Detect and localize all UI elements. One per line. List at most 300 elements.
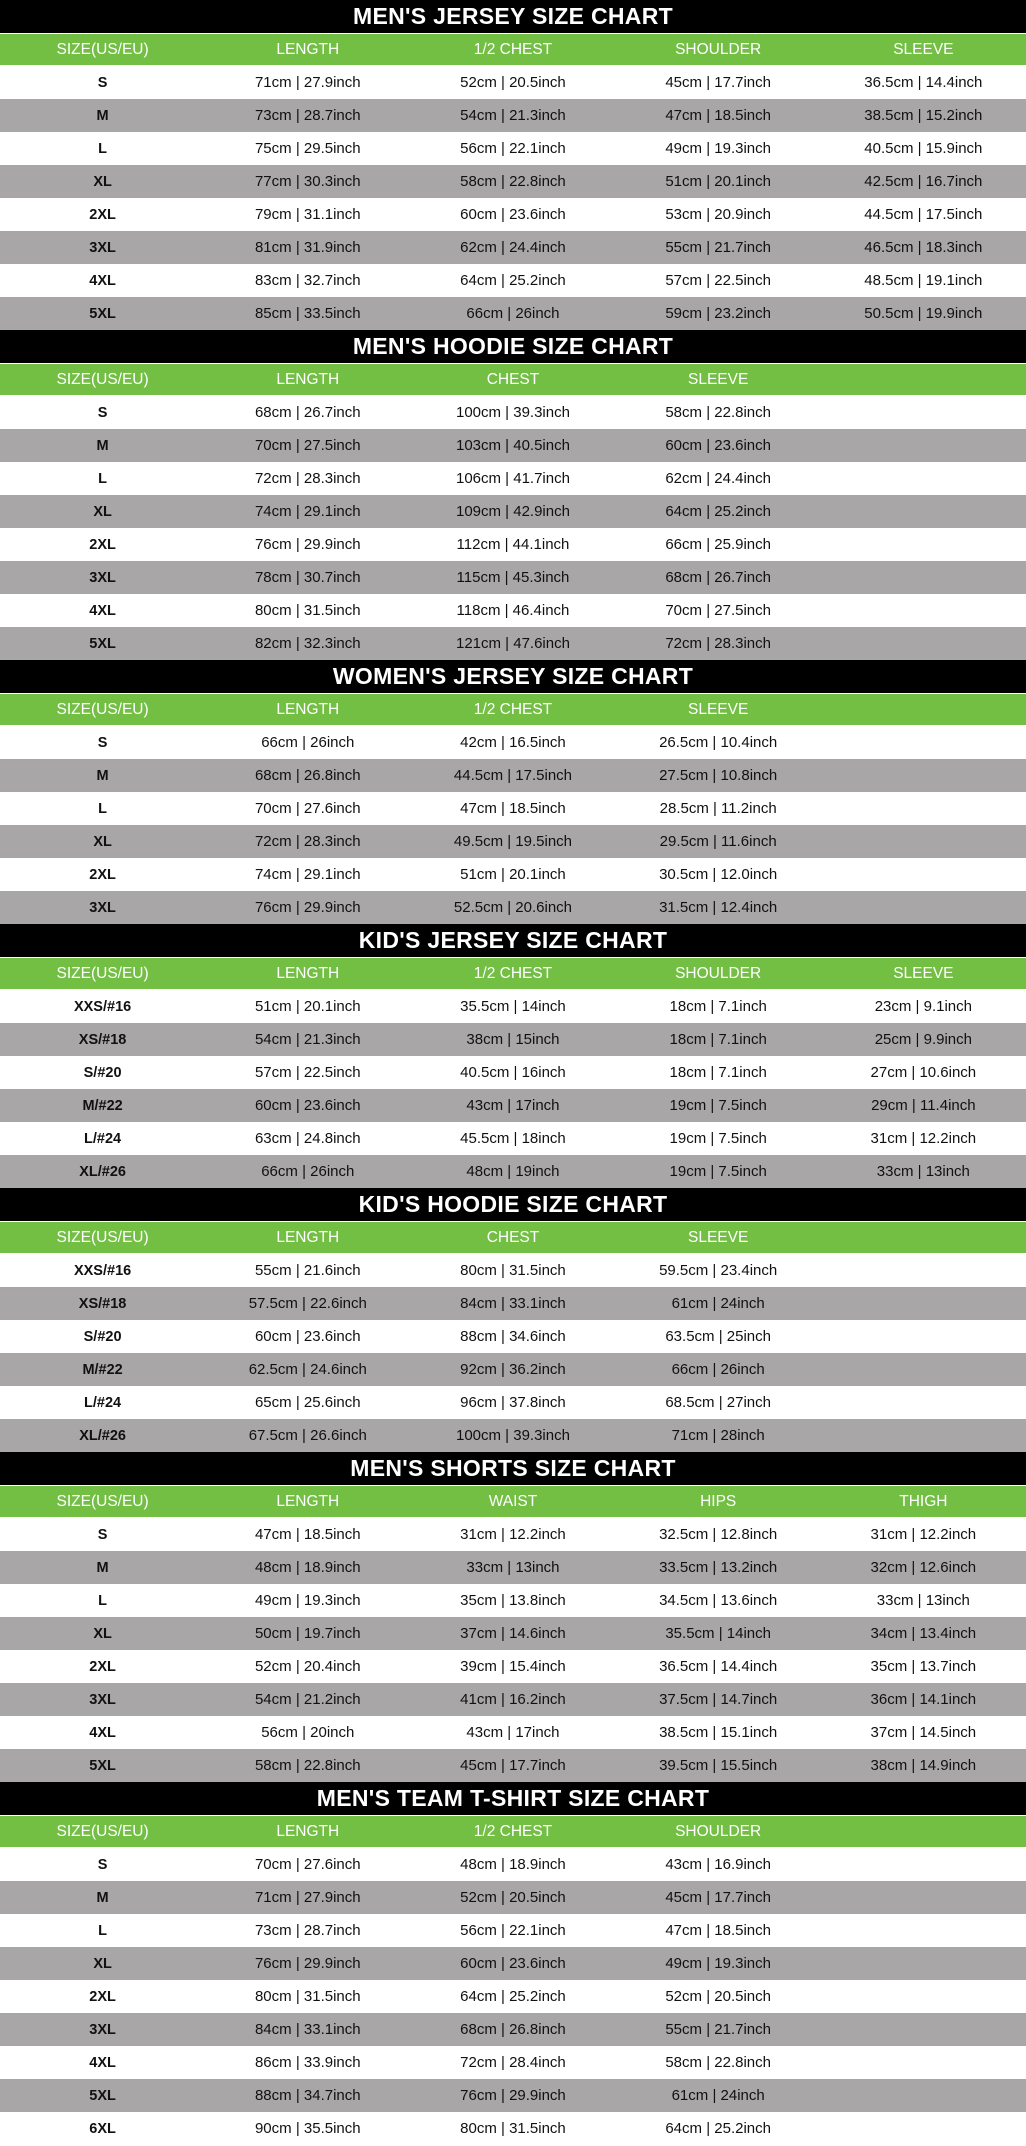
- column-header: LENGTH: [276, 370, 340, 388]
- size-cell: 3XL: [89, 239, 116, 256]
- table-row: [0, 1881, 1026, 1914]
- measurement-cell: 63.5cm | 25inch: [665, 1328, 771, 1345]
- size-cell: XL: [93, 503, 112, 520]
- column-header: SLEEVE: [893, 964, 954, 982]
- measurement-cell: 92cm | 36.2inch: [460, 1361, 566, 1378]
- measurement-cell: 78cm | 30.7inch: [254, 569, 361, 586]
- column-header: SLEEVE: [688, 700, 749, 718]
- measurement-cell: 68cm | 26.7inch: [665, 569, 771, 586]
- measurement-cell: 31cm | 12.2inch: [460, 1526, 566, 1543]
- table-body: [0, 1254, 1026, 1452]
- column-header: LENGTH: [276, 40, 340, 58]
- column-header: 1/2 CHEST: [473, 700, 553, 718]
- measurement-cell: 73cm | 28.7inch: [254, 1922, 361, 1939]
- measurement-cell: 58cm | 22.8inch: [665, 2054, 771, 2071]
- size-cell: L: [98, 1922, 108, 1939]
- measurement-cell: 54cm | 21.3inch: [254, 1031, 361, 1048]
- measurement-cell: 40.5cm | 16inch: [460, 1064, 566, 1081]
- table-body: [0, 396, 1026, 660]
- size-cell: L/#24: [84, 1130, 122, 1147]
- size-chart: [0, 1782, 1026, 2145]
- measurement-cell: 72cm | 28.3inch: [665, 635, 771, 652]
- measurement-cell: 84cm | 33.1inch: [460, 1295, 566, 1312]
- size-cell: 5XL: [89, 1757, 116, 1774]
- measurement-cell: 80cm | 31.5inch: [254, 602, 361, 619]
- size-cell: 3XL: [89, 2021, 116, 2038]
- measurement-cell: 43cm | 16.9inch: [665, 1856, 771, 1873]
- measurement-cell: 38cm | 14.9inch: [870, 1757, 977, 1774]
- measurement-cell: 109cm | 42.9inch: [455, 503, 570, 520]
- measurement-cell: 31cm | 12.2inch: [870, 1526, 977, 1543]
- measurement-cell: 44.5cm | 17.5inch: [453, 767, 573, 784]
- column-header: CHEST: [486, 370, 540, 388]
- measurement-cell: 46.5cm | 18.3inch: [864, 239, 983, 256]
- measurement-cell: 32cm | 12.6inch: [870, 1559, 977, 1576]
- table-row: [0, 1386, 1026, 1419]
- measurement-cell: 82cm | 32.3inch: [254, 635, 361, 652]
- measurement-cell: 57cm | 22.5inch: [665, 272, 771, 289]
- table-row: [0, 594, 1026, 627]
- measurement-cell: 88cm | 34.7inch: [254, 2087, 361, 2104]
- column-header: LENGTH: [276, 700, 340, 718]
- size-cell: S: [97, 74, 108, 91]
- measurement-cell: 56cm | 20inch: [261, 1724, 355, 1741]
- measurement-cell: 52.5cm | 20.6inch: [453, 899, 573, 916]
- measurement-cell: 38cm | 15inch: [466, 1031, 560, 1048]
- column-header: SLEEVE: [688, 1228, 749, 1246]
- table-row: [0, 165, 1026, 198]
- table-row: [0, 462, 1026, 495]
- measurement-cell: 48cm | 19inch: [466, 1163, 560, 1180]
- column-header: SIZE(US/EU): [56, 1822, 149, 1840]
- table-row: [0, 1551, 1026, 1584]
- measurement-cell: 112cm | 44.1inch: [456, 536, 570, 553]
- measurement-cell: 55cm | 21.7inch: [665, 2021, 771, 2038]
- table-row: [0, 561, 1026, 594]
- chart-title: KID'S HOODIE SIZE CHART: [0, 1188, 1026, 1221]
- measurement-cell: 52cm | 20.4inch: [254, 1658, 361, 1675]
- measurement-cell: 29.5cm | 11.6inch: [659, 833, 777, 850]
- measurement-cell: 36cm | 14.1inch: [870, 1691, 977, 1708]
- measurement-cell: 86cm | 33.9inch: [254, 2054, 361, 2071]
- measurement-cell: 45.5cm | 18inch: [460, 1130, 566, 1147]
- measurement-cell: 39cm | 15.4inch: [460, 1658, 566, 1675]
- measurement-cell: 48cm | 18.9inch: [460, 1856, 566, 1873]
- measurement-cell: 81cm | 31.9inch: [254, 239, 361, 256]
- column-header: SHOULDER: [675, 964, 762, 982]
- measurement-cell: 49.5cm | 19.5inch: [453, 833, 573, 850]
- measurement-cell: 60cm | 23.6inch: [460, 1955, 566, 1972]
- table-row: [0, 825, 1026, 858]
- size-cell: XXS/#16: [73, 998, 132, 1015]
- size-cell: L: [98, 140, 108, 157]
- chart-title: MEN'S SHORTS SIZE CHART: [0, 1452, 1026, 1485]
- chart-title: MEN'S HOODIE SIZE CHART: [0, 330, 1026, 363]
- measurement-cell: 51cm | 20.1inch: [460, 866, 566, 883]
- column-header: SHOULDER: [675, 1822, 762, 1840]
- size-cell: S: [97, 1856, 108, 1873]
- size-cell: 4XL: [89, 272, 116, 289]
- table-row: [0, 396, 1026, 429]
- measurement-cell: 84cm | 33.1inch: [254, 2021, 361, 2038]
- size-cell: XS/#18: [78, 1031, 127, 1048]
- table-body: [0, 1518, 1026, 1782]
- size-cell: L: [98, 800, 108, 817]
- measurement-cell: 56cm | 22.1inch: [460, 1922, 566, 1939]
- measurement-cell: 85cm | 33.5inch: [254, 305, 361, 322]
- measurement-cell: 54cm | 21.2inch: [254, 1691, 361, 1708]
- table-row: [0, 891, 1026, 924]
- measurement-cell: 35cm | 13.8inch: [460, 1592, 566, 1609]
- column-header: SIZE(US/EU): [56, 40, 149, 58]
- measurement-cell: 55cm | 21.6inch: [254, 1262, 361, 1279]
- table-row: [0, 1650, 1026, 1683]
- size-cell: 2XL: [89, 1988, 116, 2005]
- chart-title: MEN'S JERSEY SIZE CHART: [0, 0, 1026, 33]
- table-row: [0, 1419, 1026, 1452]
- measurement-cell: 60cm | 23.6inch: [254, 1097, 361, 1114]
- measurement-cell: 51cm | 20.1inch: [665, 173, 771, 190]
- size-cell: 2XL: [89, 536, 116, 553]
- table-row: [0, 1155, 1026, 1188]
- measurement-cell: 39.5cm | 15.5inch: [659, 1757, 778, 1774]
- table-row: [0, 1122, 1026, 1155]
- measurement-cell: 60cm | 23.6inch: [460, 206, 566, 223]
- size-cell: XL: [93, 1955, 112, 1972]
- table-row: [0, 1914, 1026, 1947]
- measurement-cell: 47cm | 18.5inch: [254, 1526, 361, 1543]
- measurement-cell: 76cm | 29.9inch: [254, 1955, 361, 1972]
- measurement-cell: 60cm | 23.6inch: [254, 1328, 361, 1345]
- table-body: [0, 66, 1026, 330]
- measurement-cell: 76cm | 29.9inch: [254, 536, 361, 553]
- measurement-cell: 71cm | 28inch: [671, 1427, 765, 1444]
- size-cell: 4XL: [89, 602, 116, 619]
- column-header: SIZE(US/EU): [56, 700, 149, 718]
- table-row: [0, 1683, 1026, 1716]
- size-chart: [0, 330, 1026, 660]
- table-body: [0, 990, 1026, 1188]
- measurement-cell: 19cm | 7.5inch: [669, 1097, 767, 1114]
- measurement-cell: 40.5cm | 15.9inch: [864, 140, 983, 157]
- measurement-cell: 67.5cm | 26.6inch: [248, 1427, 367, 1444]
- measurement-cell: 47cm | 18.5inch: [460, 800, 566, 817]
- size-chart: [0, 1452, 1026, 1782]
- measurement-cell: 49cm | 19.3inch: [665, 1955, 771, 1972]
- measurement-cell: 68cm | 26.7inch: [254, 404, 361, 421]
- table-row: [0, 1023, 1026, 1056]
- table-row: [0, 1353, 1026, 1386]
- chart-title: MEN'S TEAM T-SHIRT SIZE CHART: [0, 1782, 1026, 1815]
- header-row: [0, 1221, 1026, 1254]
- measurement-cell: 37.5cm | 14.7inch: [659, 1691, 778, 1708]
- table-row: [0, 1320, 1026, 1353]
- header-row: [0, 1815, 1026, 1848]
- table-row: [0, 1089, 1026, 1122]
- size-cell: 3XL: [89, 1691, 116, 1708]
- measurement-cell: 64cm | 25.2inch: [460, 1988, 566, 2005]
- size-cell: XL/#26: [79, 1427, 126, 1444]
- table-row: [0, 1980, 1026, 2013]
- header-row: [0, 1485, 1026, 1518]
- measurement-cell: 74cm | 29.1inch: [254, 503, 361, 520]
- size-cell: 5XL: [89, 2087, 116, 2104]
- table-row: [0, 1848, 1026, 1881]
- column-header: CHEST: [486, 1228, 540, 1246]
- measurement-cell: 35cm | 13.7inch: [870, 1658, 977, 1675]
- column-header: SIZE(US/EU): [56, 1492, 149, 1510]
- table-row: [0, 1584, 1026, 1617]
- table-row: [0, 990, 1026, 1023]
- table-row: [0, 297, 1026, 330]
- table-row: [0, 495, 1026, 528]
- table-row: [0, 1254, 1026, 1287]
- measurement-cell: 80cm | 31.5inch: [254, 1988, 361, 2005]
- measurement-cell: 68cm | 26.8inch: [254, 767, 361, 784]
- table-row: [0, 1287, 1026, 1320]
- size-cell: XL: [93, 1625, 112, 1642]
- table-row: [0, 1056, 1026, 1089]
- column-header: SIZE(US/EU): [56, 1228, 149, 1246]
- size-cell: 3XL: [89, 569, 116, 586]
- measurement-cell: 106cm | 41.7inch: [455, 470, 570, 487]
- size-cell: 4XL: [89, 2054, 116, 2071]
- measurement-cell: 42.5cm | 16.7inch: [864, 173, 983, 190]
- measurement-cell: 59.5cm | 23.4inch: [659, 1262, 778, 1279]
- measurement-cell: 70cm | 27.6inch: [254, 800, 361, 817]
- measurement-cell: 33cm | 13inch: [876, 1163, 970, 1180]
- size-cell: 5XL: [89, 305, 116, 322]
- size-chart: [0, 660, 1026, 924]
- size-chart: [0, 1188, 1026, 1452]
- table-row: [0, 528, 1026, 561]
- column-header: 1/2 CHEST: [473, 40, 553, 58]
- size-cell: M: [96, 767, 109, 784]
- measurement-cell: 68cm | 26.8inch: [460, 2021, 566, 2038]
- measurement-cell: 88cm | 34.6inch: [460, 1328, 566, 1345]
- size-cell: 2XL: [89, 206, 116, 223]
- measurement-cell: 33cm | 13inch: [466, 1559, 560, 1576]
- table-row: [0, 99, 1026, 132]
- size-cell: S: [97, 734, 108, 751]
- size-cell: M/#22: [82, 1097, 123, 1114]
- measurement-cell: 74cm | 29.1inch: [254, 866, 361, 883]
- measurement-cell: 27.5cm | 10.8inch: [659, 767, 778, 784]
- column-header: WAIST: [488, 1492, 538, 1510]
- size-cell: M: [96, 437, 109, 454]
- table-row: [0, 429, 1026, 462]
- measurement-cell: 62cm | 24.4inch: [665, 470, 771, 487]
- column-header: HIPS: [700, 1492, 737, 1510]
- table-row: [0, 726, 1026, 759]
- measurement-cell: 70cm | 27.5inch: [254, 437, 361, 454]
- measurement-cell: 66cm | 26inch: [261, 1163, 355, 1180]
- table-row: [0, 2013, 1026, 2046]
- measurement-cell: 56cm | 22.1inch: [460, 140, 566, 157]
- header-row: [0, 363, 1026, 396]
- measurement-cell: 83cm | 32.7inch: [254, 272, 361, 289]
- measurement-cell: 19cm | 7.5inch: [669, 1163, 767, 1180]
- column-header: LENGTH: [276, 964, 340, 982]
- measurement-cell: 58cm | 22.8inch: [254, 1757, 361, 1774]
- measurement-cell: 96cm | 37.8inch: [460, 1394, 566, 1411]
- table-row: [0, 759, 1026, 792]
- measurement-cell: 45cm | 17.7inch: [665, 74, 771, 91]
- size-cell: L: [98, 1592, 108, 1609]
- size-chart: [0, 924, 1026, 1188]
- measurement-cell: 37cm | 14.6inch: [460, 1625, 566, 1642]
- measurement-cell: 33.5cm | 13.2inch: [659, 1559, 778, 1576]
- measurement-cell: 100cm | 39.3inch: [455, 1427, 570, 1444]
- table-row: [0, 1617, 1026, 1650]
- size-cell: L/#24: [84, 1394, 122, 1411]
- measurement-cell: 52cm | 20.5inch: [665, 1988, 771, 2005]
- table-row: [0, 792, 1026, 825]
- size-cell: XS/#18: [78, 1295, 127, 1312]
- table-body: [0, 726, 1026, 924]
- measurement-cell: 50.5cm | 19.9inch: [864, 305, 983, 322]
- table-row: [0, 627, 1026, 660]
- measurement-cell: 53cm | 20.9inch: [665, 206, 771, 223]
- measurement-cell: 77cm | 30.3inch: [254, 173, 361, 190]
- measurement-cell: 54cm | 21.3inch: [460, 107, 566, 124]
- measurement-cell: 45cm | 17.7inch: [460, 1757, 566, 1774]
- measurement-cell: 48.5cm | 19.1inch: [864, 272, 983, 289]
- measurement-cell: 30.5cm | 12.0inch: [659, 866, 778, 883]
- measurement-cell: 52cm | 20.5inch: [460, 1889, 566, 1906]
- measurement-cell: 76cm | 29.9inch: [254, 899, 361, 916]
- measurement-cell: 73cm | 28.7inch: [254, 107, 361, 124]
- size-cell: XXS/#16: [73, 1262, 132, 1279]
- measurement-cell: 36.5cm | 14.4inch: [864, 74, 983, 91]
- size-cell: M: [96, 1559, 109, 1576]
- measurement-cell: 62cm | 24.4inch: [460, 239, 566, 256]
- size-cell: M/#22: [82, 1361, 123, 1378]
- measurement-cell: 41cm | 16.2inch: [460, 1691, 566, 1708]
- measurement-cell: 66cm | 25.9inch: [665, 536, 771, 553]
- measurement-cell: 47cm | 18.5inch: [665, 107, 771, 124]
- measurement-cell: 34.5cm | 13.6inch: [659, 1592, 778, 1609]
- measurement-cell: 118cm | 46.4inch: [456, 602, 570, 619]
- column-header: SIZE(US/EU): [56, 964, 149, 982]
- measurement-cell: 47cm | 18.5inch: [665, 1922, 771, 1939]
- measurement-cell: 43cm | 17inch: [466, 1724, 560, 1741]
- size-cell: L: [98, 470, 108, 487]
- size-cell: S: [97, 1526, 108, 1543]
- measurement-cell: 64cm | 25.2inch: [665, 503, 771, 520]
- measurement-cell: 27cm | 10.6inch: [870, 1064, 977, 1081]
- size-chart: [0, 0, 1026, 330]
- measurement-cell: 66cm | 26inch: [671, 1361, 765, 1378]
- measurement-cell: 31cm | 12.2inch: [870, 1130, 977, 1147]
- measurement-cell: 66cm | 26inch: [466, 305, 560, 322]
- size-cell: XL: [93, 833, 112, 850]
- measurement-cell: 28.5cm | 11.2inch: [659, 800, 777, 817]
- table-row: [0, 858, 1026, 891]
- measurement-cell: 18cm | 7.1inch: [669, 1031, 767, 1048]
- measurement-cell: 43cm | 17inch: [466, 1097, 560, 1114]
- measurement-cell: 80cm | 31.5inch: [460, 2120, 566, 2137]
- header-row: [0, 33, 1026, 66]
- size-cell: M: [96, 1889, 109, 1906]
- size-cell: S: [97, 404, 108, 421]
- measurement-cell: 66cm | 26inch: [261, 734, 355, 751]
- measurement-cell: 80cm | 31.5inch: [460, 1262, 566, 1279]
- measurement-cell: 33cm | 13inch: [876, 1592, 970, 1609]
- measurement-cell: 72cm | 28.3inch: [254, 833, 361, 850]
- measurement-cell: 52cm | 20.5inch: [460, 74, 566, 91]
- measurement-cell: 58cm | 22.8inch: [460, 173, 566, 190]
- column-header: 1/2 CHEST: [473, 1822, 553, 1840]
- measurement-cell: 18cm | 7.1inch: [669, 998, 767, 1015]
- column-header: SHOULDER: [675, 40, 762, 58]
- measurement-cell: 76cm | 29.9inch: [460, 2087, 566, 2104]
- size-cell: 6XL: [89, 2120, 116, 2137]
- measurement-cell: 121cm | 47.6inch: [455, 635, 570, 652]
- size-cell: 5XL: [89, 635, 116, 652]
- measurement-cell: 61cm | 24inch: [671, 2087, 765, 2104]
- size-cell: 4XL: [89, 1724, 116, 1741]
- measurement-cell: 50cm | 19.7inch: [254, 1625, 361, 1642]
- measurement-cell: 68.5cm | 27inch: [665, 1394, 771, 1411]
- measurement-cell: 62.5cm | 24.6inch: [248, 1361, 367, 1378]
- table-row: [0, 2079, 1026, 2112]
- measurement-cell: 25cm | 9.9inch: [874, 1031, 972, 1048]
- measurement-cell: 115cm | 45.3inch: [456, 569, 570, 586]
- measurement-cell: 75cm | 29.5inch: [254, 140, 361, 157]
- size-cell: XL/#26: [79, 1163, 126, 1180]
- measurement-cell: 72cm | 28.3inch: [254, 470, 361, 487]
- measurement-cell: 49cm | 19.3inch: [254, 1592, 361, 1609]
- measurement-cell: 57.5cm | 22.6inch: [248, 1295, 367, 1312]
- table-row: [0, 2112, 1026, 2145]
- measurement-cell: 59cm | 23.2inch: [665, 305, 771, 322]
- measurement-cell: 45cm | 17.7inch: [665, 1889, 771, 1906]
- table-row: [0, 198, 1026, 231]
- measurement-cell: 64cm | 25.2inch: [665, 2120, 771, 2137]
- measurement-cell: 63cm | 24.8inch: [254, 1130, 361, 1147]
- header-row: [0, 693, 1026, 726]
- measurement-cell: 61cm | 24inch: [671, 1295, 765, 1312]
- column-header: SIZE(US/EU): [56, 370, 149, 388]
- measurement-cell: 44.5cm | 17.5inch: [864, 206, 983, 223]
- table-row: [0, 1947, 1026, 1980]
- measurement-cell: 65cm | 25.6inch: [254, 1394, 361, 1411]
- measurement-cell: 35.5cm | 14inch: [460, 998, 566, 1015]
- measurement-cell: 36.5cm | 14.4inch: [659, 1658, 778, 1675]
- table-row: [0, 1518, 1026, 1551]
- column-header: LENGTH: [276, 1822, 340, 1840]
- measurement-cell: 79cm | 31.1inch: [254, 206, 361, 223]
- chart-title: KID'S JERSEY SIZE CHART: [0, 924, 1026, 957]
- size-cell: XL: [93, 173, 112, 190]
- measurement-cell: 58cm | 22.8inch: [665, 404, 771, 421]
- measurement-cell: 26.5cm | 10.4inch: [659, 734, 778, 751]
- table-row: [0, 231, 1026, 264]
- measurement-cell: 103cm | 40.5inch: [455, 437, 570, 454]
- table-row: [0, 264, 1026, 297]
- measurement-cell: 29cm | 11.4inch: [871, 1097, 976, 1114]
- column-header: SLEEVE: [893, 40, 954, 58]
- measurement-cell: 38.5cm | 15.1inch: [659, 1724, 778, 1741]
- measurement-cell: 23cm | 9.1inch: [874, 998, 972, 1015]
- measurement-cell: 55cm | 21.7inch: [665, 239, 771, 256]
- measurement-cell: 71cm | 27.9inch: [254, 1889, 361, 1906]
- measurement-cell: 38.5cm | 15.2inch: [864, 107, 983, 124]
- table-row: [0, 1716, 1026, 1749]
- chart-title: WOMEN'S JERSEY SIZE CHART: [0, 660, 1026, 693]
- measurement-cell: 18cm | 7.1inch: [669, 1064, 767, 1081]
